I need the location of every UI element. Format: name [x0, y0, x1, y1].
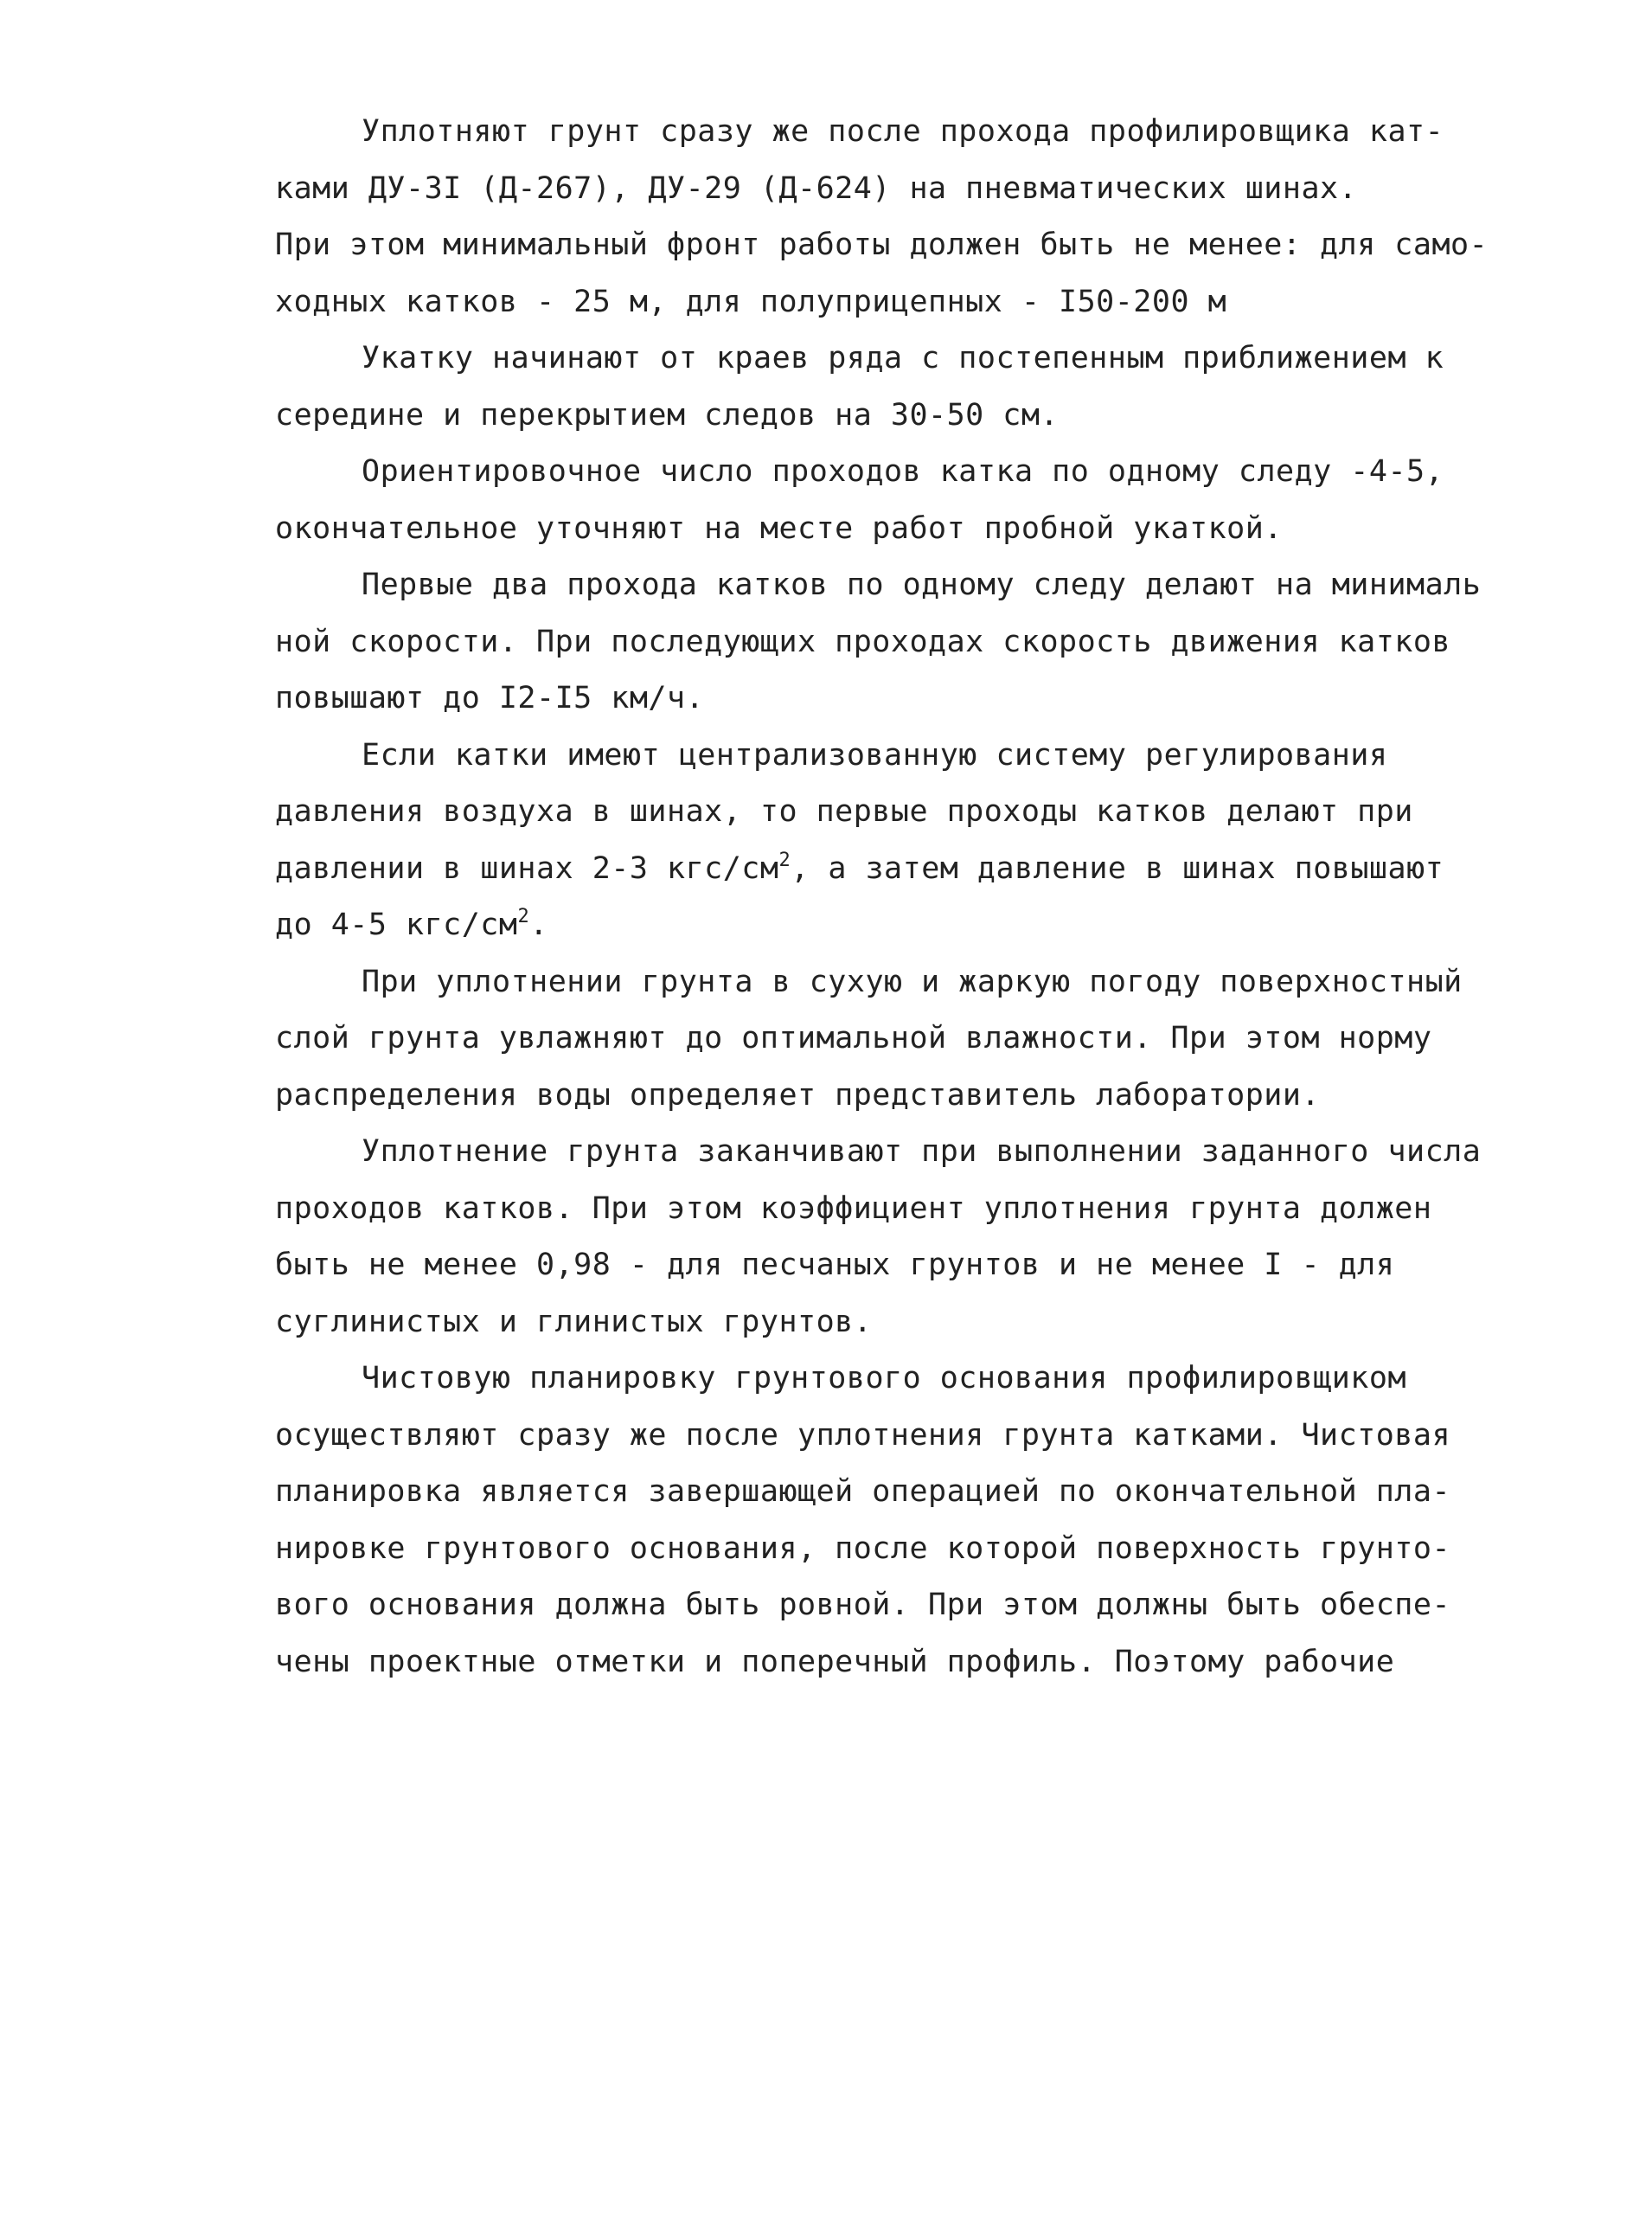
text-line: чены проектные отметки и поперечный профиль. Поэтому рабочие: [275, 1644, 1395, 1679]
text-line: [275, 897, 1399, 954]
text-line: Ориентировочное число проходов катка по одному следу -4-5,: [362, 454, 1444, 489]
text-line: планировка является завершающей операцией по окончательной пла-: [275, 1474, 1451, 1509]
text-line: При уплотнении грунта в сухую и жаркую погоду поверхностный: [362, 964, 1463, 999]
text-line: слой грунта увлажняют до оптимальной влажности. При этом норму: [275, 1021, 1432, 1055]
text-line: нировке грунтового основания, после которой поверхность грунто-: [275, 1530, 1451, 1566]
text-line: При этом минимальный фронт работы должен быть не менее: для само-: [275, 228, 1489, 262]
text-line: осуществляют сразу же после уплотнения грунта катками. Чистовая: [275, 1417, 1451, 1453]
text-line: вого основания должна быть ровной. При этом должны быть обеспе-: [275, 1588, 1451, 1622]
text-line: повышают до I2-I5 км/ч.: [275, 681, 705, 715]
text-line: [275, 841, 1444, 898]
text-line: распределения воды определяет представитель лаборатории.: [275, 1077, 1321, 1113]
text-line: давления воздуха в шинах, то первые проходы катков делают при: [275, 794, 1413, 829]
text-line: суглинистых и глинистых грунтов.: [275, 1304, 873, 1339]
superscript: 2: [517, 906, 530, 927]
superscript: 2: [778, 849, 791, 871]
text-line: Укатку начинают от краев ряда с постепенным приближением к: [362, 341, 1444, 375]
text-line: окончательное уточняют на месте работ пробной укаткой.: [275, 510, 1283, 546]
text-fragment: .: [529, 908, 548, 942]
document-body: [275, 104, 1489, 1691]
text-line: Если катки имеют централизованную систему регулирования: [362, 737, 1388, 773]
text-line: середине и перекрытием следов на 30-50 см.: [275, 397, 1060, 433]
text-line: ходных катков - 25 м, для полуприцепных - I50-200 м: [275, 284, 1227, 319]
text-line: ками ДУ-3I (Д-267), ДУ-29 (Д-624) на пневматических шинах.: [275, 170, 1358, 206]
text-line: Чистовую планировку грунтового основания профилировщиком: [362, 1361, 1407, 1396]
text-line: Первые два прохода катков по одному следу делают на минималь: [362, 568, 1482, 602]
text-fragment: давлении в шинах 2-3 кгс/см: [275, 850, 779, 886]
text-line: Уплотнение грунта заканчивают при выполнении заданного числа: [362, 1134, 1482, 1169]
text-line: ной скорости. При последующих проходах скорость движения катков: [275, 624, 1451, 659]
text-line: Уплотняют грунт сразу же после прохода профилировщика кат-: [362, 114, 1444, 149]
text-line: быть не менее 0,98 - для песчаных грунтов и не менее I - для: [275, 1248, 1395, 1282]
text-line: проходов катков. При этом коэффициент уплотнения грунта должен: [275, 1190, 1432, 1226]
text-fragment: , а затем давление в шинах повышают: [791, 850, 1444, 886]
text-fragment: до 4-5 кгс/см: [275, 908, 518, 942]
